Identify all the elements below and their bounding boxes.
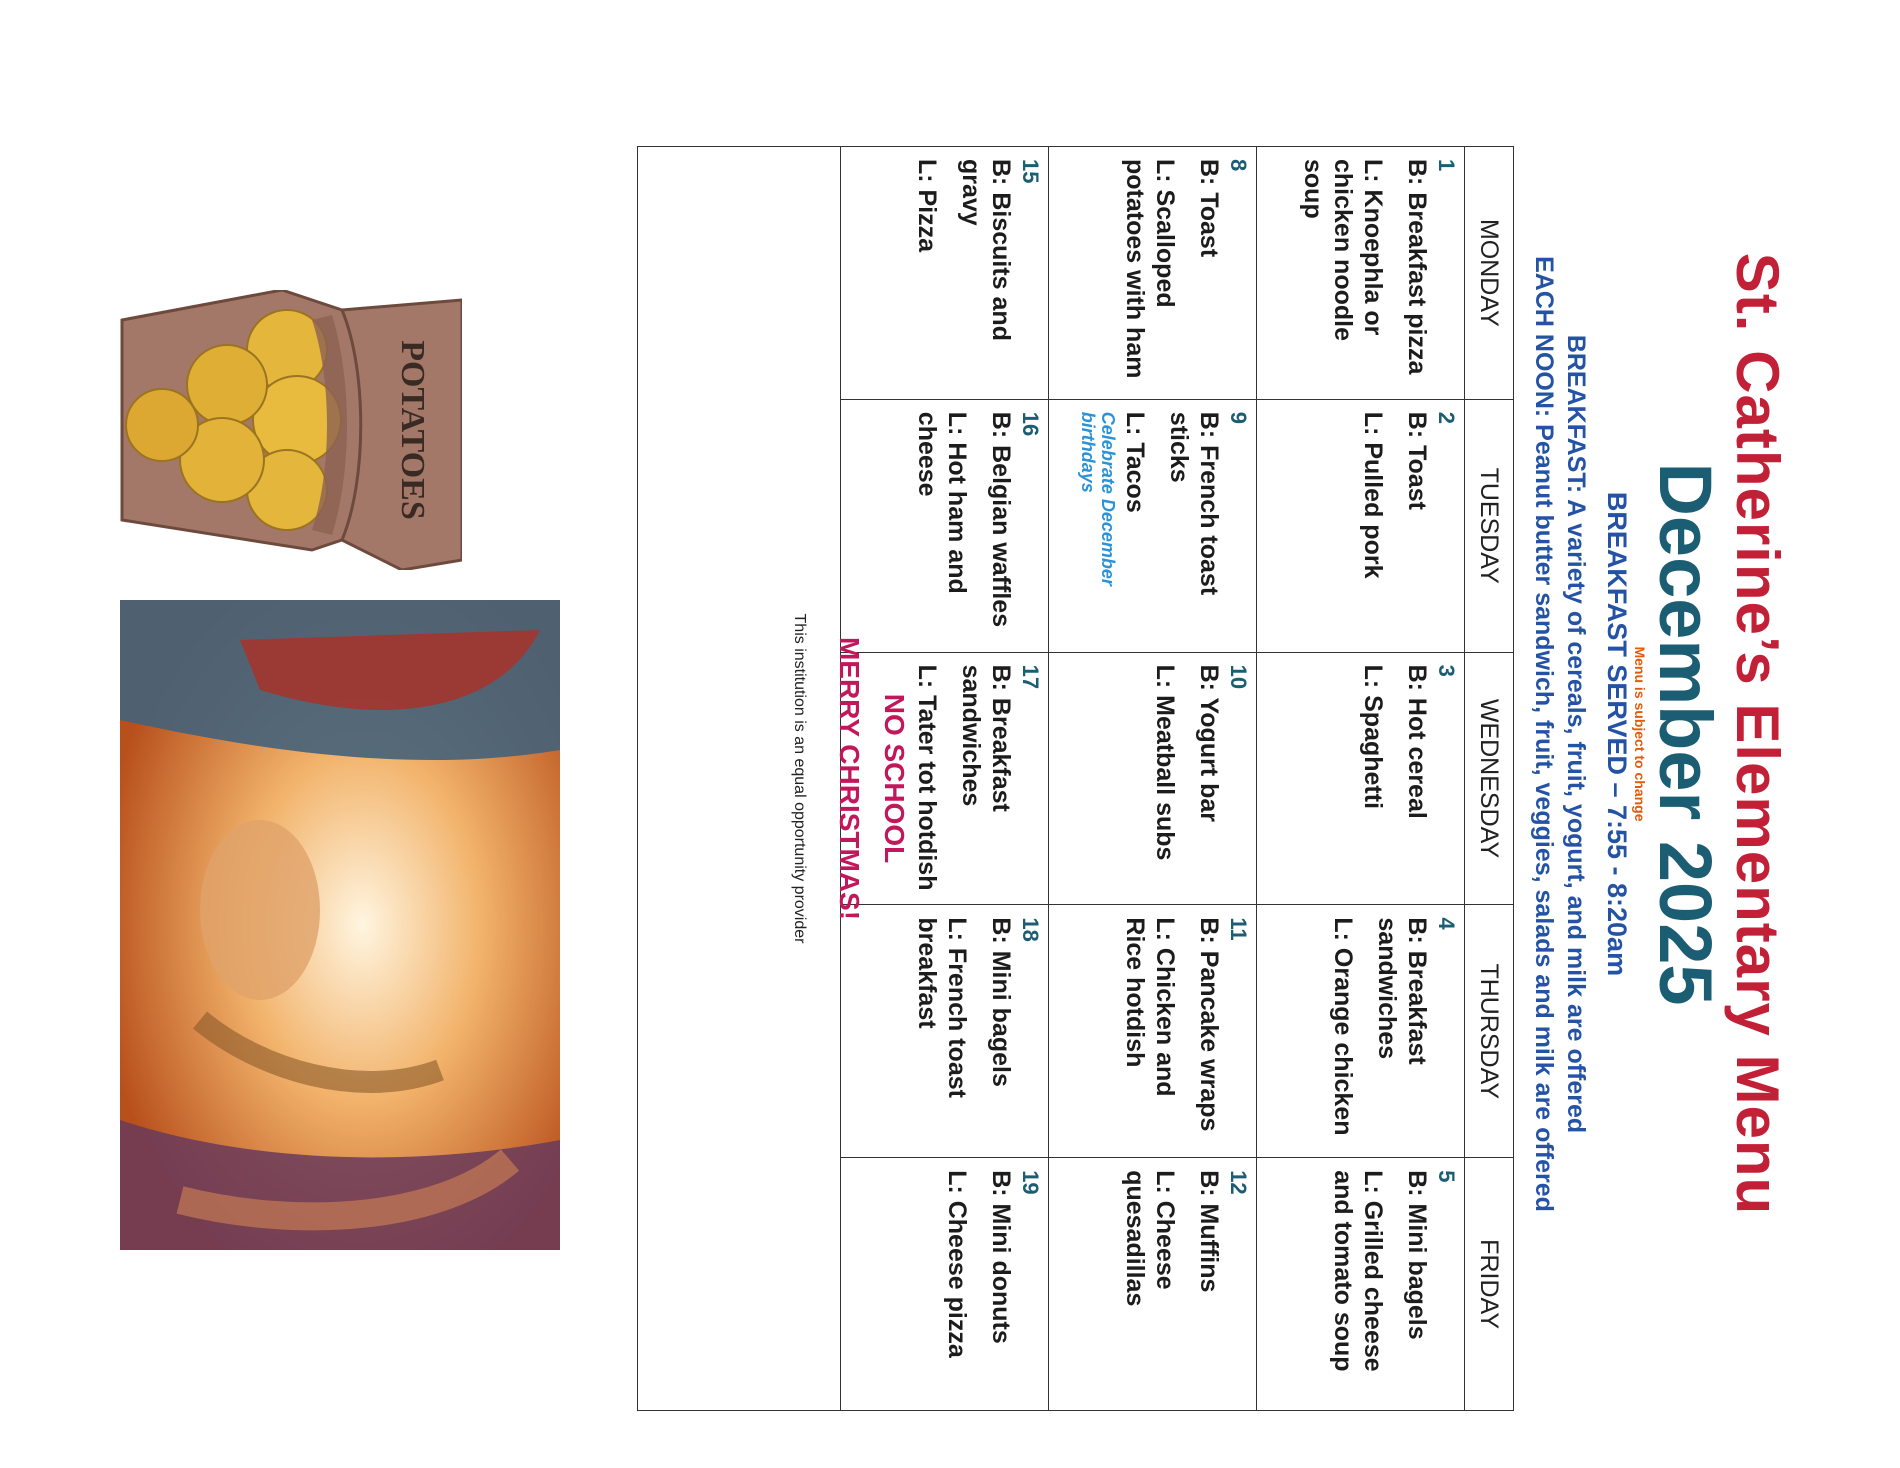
- lunch-item: L: Pulled pork: [1359, 411, 1387, 579]
- date-number: 8: [1226, 159, 1251, 172]
- date-number: 1: [1434, 159, 1459, 172]
- breakfast-item: B: Yogurt bar: [1195, 664, 1223, 823]
- day-cell: [1049, 147, 1257, 400]
- lunch-item: L: Tacos: [1121, 411, 1149, 513]
- day-cell: [1257, 1158, 1465, 1411]
- day-cell: [1257, 147, 1465, 400]
- noon-offer-line: EACH NOON: Peanut butter sandwich, fruit, veggies, salads and milk are offered: [1530, 256, 1558, 1212]
- day-cell: [1257, 399, 1465, 652]
- date-number: 19: [1018, 1170, 1043, 1195]
- breakfast-item: B: Biscuits and gravy: [957, 159, 1015, 341]
- breakfast-item: B: Muffins: [1195, 1170, 1223, 1293]
- lunch-item: L: Orange chicken: [1329, 917, 1357, 1136]
- date-number: 2: [1434, 411, 1459, 425]
- date-number: 15: [1018, 159, 1043, 184]
- lunch-item: L: Cheese pizza: [943, 1170, 971, 1358]
- no-school-text: NO SCHOOL: [879, 693, 910, 864]
- day-cell: [1049, 1158, 1257, 1411]
- day-cell: [1049, 652, 1257, 905]
- week-row: [1257, 147, 1465, 1411]
- breakfast-item: B: Breakfast pizza: [1403, 159, 1431, 375]
- breakfast-item: B: French toast sticks: [1165, 411, 1223, 596]
- lunch-item: L: Hot ham and cheese: [913, 411, 971, 594]
- breakfast-item: B: Hot cereal: [1403, 664, 1431, 819]
- breakfast-item: B: Belgian waffles: [987, 411, 1015, 628]
- breakfast-item: B: Toast: [1195, 159, 1223, 258]
- date-number: 16: [1018, 411, 1043, 437]
- nativity-scene-icon: [120, 600, 560, 1250]
- breakfast-item: B: Pancake wraps: [1195, 917, 1223, 1132]
- date-number: 3: [1434, 664, 1459, 677]
- breakfast-time: BREAKFAST SERVED – 7:55 - 8:20am: [1602, 491, 1632, 977]
- day-header-thursday: THURSDAY: [1465, 905, 1514, 1158]
- date-number: 10: [1226, 664, 1251, 690]
- day-cell: [1257, 652, 1465, 905]
- breakfast-item: B: Toast: [1403, 411, 1431, 510]
- birthday-note: Celebrate December birthdays: [1078, 411, 1118, 586]
- potatoes-label: POTATOES: [394, 340, 431, 520]
- date-number: 5: [1434, 1170, 1459, 1183]
- breakfast-item: B: Mini bagels: [1403, 1170, 1431, 1340]
- date-number: 18: [1018, 917, 1043, 942]
- weekday-header-row: [1465, 147, 1514, 1411]
- lunch-item: L: Meatball subs: [1151, 664, 1179, 861]
- breakfast-item: B: Mini bagels: [987, 917, 1015, 1087]
- menu-title: St. Catherine’s Elementary Menu: [1724, 252, 1791, 1216]
- nativity-image: [120, 600, 560, 1250]
- lunch-item: L: Cheese quesadillas: [1121, 1170, 1179, 1307]
- lunch-item: L: Knoephla or chicken noodle soup: [1299, 159, 1387, 341]
- date-number: 17: [1018, 664, 1043, 690]
- day-header-monday: MONDAY: [1465, 147, 1514, 400]
- potatoes-sack-image: [112, 290, 462, 570]
- lunch-item: L: Spaghetti: [1359, 664, 1387, 810]
- breakfast-item: B: Breakfast sandwiches: [957, 664, 1015, 812]
- day-cell: [1049, 399, 1257, 652]
- breakfast-offer-line: BREAKFAST: A variety of cereals, fruit, yogurt, and milk are offered: [1562, 334, 1590, 1134]
- breakfast-item: B: Mini donuts: [987, 1170, 1015, 1344]
- date-number: 4: [1434, 917, 1459, 930]
- lunch-item: L: Tater tot hotdish: [913, 664, 941, 891]
- equal-opportunity-text: This institution is an equal opportunity provider: [791, 613, 808, 944]
- day-header-friday: FRIDAY: [1465, 1158, 1514, 1411]
- lunch-item: L: Pizza: [913, 159, 941, 253]
- breakfast-item: B: Breakfast sandwiches: [1373, 917, 1431, 1065]
- potatoes-sack-icon: [112, 290, 462, 570]
- day-cell: [1257, 905, 1465, 1158]
- lunch-item: L: Scalloped potatoes with ham: [1121, 159, 1179, 379]
- merry-christmas-text: MERRY CHRISTMAS!: [834, 636, 865, 921]
- week-row: [1049, 147, 1257, 1411]
- month-heading: December 2025: [1644, 462, 1727, 1006]
- lunch-item: L: Grilled cheese and tomato soup: [1329, 1170, 1387, 1372]
- date-number: 12: [1226, 1170, 1251, 1195]
- change-note: Menu is subject to change: [1632, 646, 1648, 822]
- date-number: 11: [1226, 917, 1251, 941]
- day-cell: [1049, 905, 1257, 1158]
- lunch-item: L: French toast breakfast: [913, 917, 971, 1098]
- date-number: 9: [1226, 411, 1251, 425]
- day-header-wednesday: WEDNESDAY: [1465, 652, 1514, 905]
- footer-area: [740, 146, 940, 1411]
- lunch-item: L: Chicken and Rice hotdish: [1121, 917, 1179, 1097]
- day-header-tuesday: TUESDAY: [1465, 399, 1514, 652]
